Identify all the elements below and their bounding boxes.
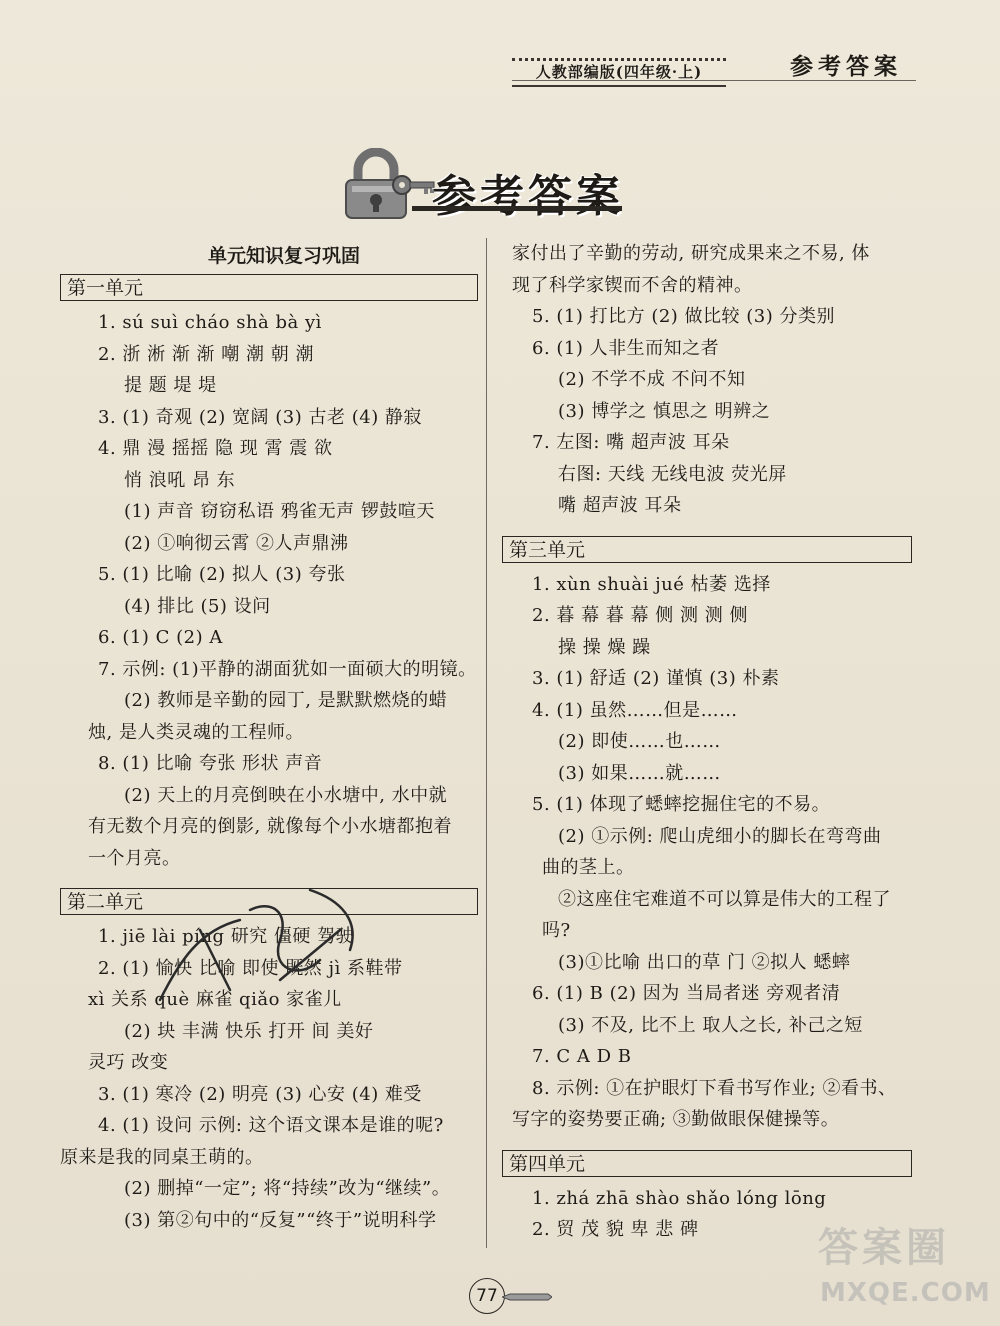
answer-line: 6. (1) B (2) 因为 当局者迷 旁观者清 [532, 983, 841, 1004]
answer-line: 7. 左图: 嘴 超声波 耳朵 [532, 432, 730, 453]
answer-line: (2) 天上的月亮倒映在小水塘中, 水中就 [124, 784, 448, 806]
header-title: 参考答案 [790, 53, 902, 80]
answer-line: (2) ①响彻云霄 ②人声鼎沸 [124, 532, 349, 554]
section-gap [502, 1136, 912, 1150]
answer-line: (2) ①示例: 爬山虎细小的脚长在弯弯曲 [558, 825, 882, 847]
key-icon [392, 172, 436, 198]
answer-line: 1. zhá zhā shào shǎo lóng lōng [532, 1187, 827, 1209]
answer-line: (1) 声音 窃窃私语 鸦雀无声 锣鼓喧天 [124, 501, 435, 522]
answer-line: xì 关系 què 麻雀 qiǎo 家雀儿 [88, 989, 342, 1010]
answer-line: (3) 第②句中的“反复”“终于”说明科学 [124, 1209, 437, 1231]
answer-line: 有无数个月亮的倒影, 就像每个小水塘都抱着 [88, 816, 452, 837]
answer-line: 8. 示例: ①在护眼灯下看书写作业; ②看书、 [532, 1077, 897, 1099]
answer-line: 嘴 超声波 耳朵 [558, 495, 682, 516]
watermark-logo: 答案圈 [818, 1225, 950, 1271]
answer-line: 灵巧 改变 [88, 1052, 169, 1073]
handwriting-scribble [140, 870, 380, 1020]
answer-line: (2) 块 丰满 快乐 打开 间 美好 [124, 1020, 374, 1042]
answer-line: 烛, 是人类灵魂的工程师。 [88, 721, 304, 743]
answer-line: 6. (1) 人非生而知之者 [532, 337, 720, 359]
banner-title: 参考答案 [432, 171, 624, 222]
edition-label: 人教部编版(四年级·上) [512, 58, 726, 83]
answer-line: 8. (1) 比喻 夸张 形状 声音 [98, 753, 323, 774]
banner-underline [412, 206, 622, 211]
answer-line: ②这座住宅难道不可以算是伟大的工程了 [558, 888, 891, 910]
watermark-url: MXQE.COM [820, 1278, 991, 1308]
answer-line: 一个月亮。 [88, 847, 181, 869]
answer-line: 2. 贸 茂 貌 卑 悲 碑 [532, 1219, 699, 1240]
answer-line: (2) 教师是辛勤的园丁, 是默默燃烧的蜡 [124, 690, 448, 711]
answer-line: 提 题 堤 堤 [124, 375, 217, 396]
answer-line: (2) 即使……也…… [558, 731, 721, 752]
answer-line: 右图: 天线 无线电波 荧光屏 [558, 463, 787, 485]
answer-line: (2) 删掉“一定”; 将“持续”改为“继续”。 [124, 1178, 451, 1199]
answer-line: 3. (1) 奇观 (2) 宽阔 (3) 古老 (4) 静寂 [98, 406, 422, 428]
unit-heading: 第四单元 [502, 1150, 912, 1177]
answer-line: (3) 如果……就…… [558, 762, 721, 784]
answer-line: 1. xùn shuài jué 枯萎 选择 [532, 573, 771, 595]
answer-line: 现了科学家锲而不舍的精神。 [512, 274, 753, 296]
answer-line: 2. 浙 淅 渐 渐 嘲 潮 朝 潮 [98, 343, 314, 365]
answer-line: 4. (1) 设问 示例: 这个语文课本是谁的呢? [98, 1115, 444, 1136]
right-column [502, 238, 912, 1246]
answer-line: 7. C A D B [532, 1046, 632, 1067]
answer-line: 家付出了辛勤的劳动, 研究成果来之不易, 体 [512, 243, 870, 264]
answer-line: 5. (1) 体现了蟋蟀挖掘住宅的不易。 [532, 794, 831, 815]
answer-line: 写字的姿势要正确; ③勤做眼保健操等。 [512, 1109, 840, 1130]
section-gap [502, 522, 912, 536]
answer-line: 3. (1) 寒冷 (2) 明亮 (3) 心安 (4) 难受 [98, 1083, 422, 1105]
right-answer-list [502, 238, 912, 1246]
answer-line: 吗? [542, 920, 571, 941]
column-divider [486, 238, 487, 1248]
answer-line: 2. 暮 幕 暮 幕 侧 测 测 侧 [532, 605, 748, 626]
answer-line: 1. sú suì cháo shà bà yì [98, 312, 322, 333]
answer-line: 操 操 燥 躁 [558, 636, 651, 658]
left-answer-list [60, 274, 478, 1236]
answer-line: 4. 鼎 漫 摇摇 隐 现 霄 震 欲 [98, 438, 333, 459]
answer-line: 悄 浪吼 昂 东 [124, 469, 236, 491]
answer-line: (3) 不及, 比不上 取人之长, 补己之短 [558, 1014, 863, 1036]
unit-heading: 第二单元 [60, 888, 478, 915]
answer-line: 4. (1) 虽然……但是…… [532, 699, 738, 721]
answer-line: 5. (1) 比喻 (2) 拟人 (3) 夸张 [98, 564, 346, 585]
answer-line: (3)①比喻 出口的草 门 ②拟人 蟋蟀 [558, 951, 851, 973]
answer-line: 1. jiē lài píng 研究 僵硬 驾驶 [98, 926, 355, 947]
unit-heading: 第一单元 [60, 274, 478, 301]
answer-line: (4) 排比 (5) 设问 [124, 595, 271, 617]
left-column [60, 238, 478, 1236]
answer-line: 原来是我的同桌王萌的。 [60, 1146, 264, 1168]
answer-line: 3. (1) 舒适 (2) 谨慎 (3) 朴素 [532, 668, 780, 689]
answer-line: 曲的茎上。 [542, 857, 635, 878]
unit-heading: 第三单元 [502, 536, 912, 563]
answer-line: 2. (1) 愉快 比喻 即使 既然 jì 系鞋带 [98, 957, 403, 979]
pencil-icon [502, 1293, 552, 1301]
answer-line: (3) 博学之 慎思之 明辨之 [558, 400, 771, 422]
answer-line: 6. (1) C (2) A [98, 627, 223, 648]
header-rule [512, 80, 916, 81]
answer-line: 5. (1) 打比方 (2) 做比较 (3) 分类别 [532, 306, 835, 327]
answer-line: (2) 不学不成 不问不知 [558, 369, 746, 390]
section-title: 单元知识复习巩固 [207, 245, 360, 267]
answer-line: 7. 示例: (1)平静的湖面犹如一面硕大的明镜。 [98, 658, 477, 680]
page-number: 77 [469, 1278, 505, 1314]
